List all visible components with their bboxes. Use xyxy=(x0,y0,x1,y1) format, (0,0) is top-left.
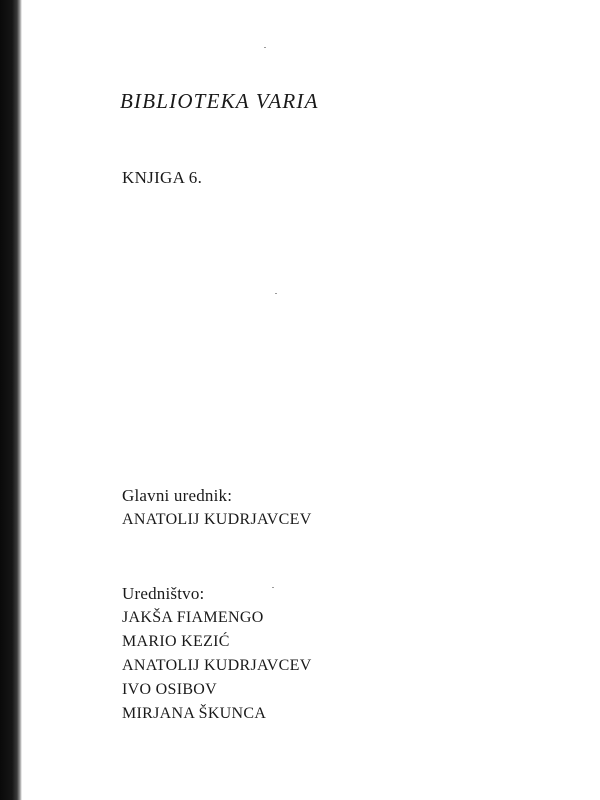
page-spine-shadow xyxy=(0,0,22,800)
chief-editor-label: Glavni urednik: xyxy=(122,486,233,505)
board-member: MARIO KEZIĆ xyxy=(122,633,230,650)
paper-speck xyxy=(272,587,274,588)
board-member: MIRJANA ŠKUNCA xyxy=(122,705,267,722)
chief-editor-block xyxy=(122,484,312,532)
board-member: IVO OSIBOV xyxy=(122,681,217,698)
board-member: ANATOLIJ KUDRJAVCEV xyxy=(122,657,312,674)
chief-editor-name: ANATOLIJ KUDRJAVCEV xyxy=(122,511,312,528)
paper-speck xyxy=(264,47,266,48)
book-number: KNJIGA 6. xyxy=(122,168,203,187)
editorial-board-block xyxy=(122,582,312,726)
editorial-board-label: Uredništvo: xyxy=(122,584,205,603)
series-title: BIBLIOTEKA VARIA xyxy=(120,89,319,113)
paper-speck xyxy=(275,293,277,294)
board-member: JAKŠA FIAMENGO xyxy=(122,609,264,626)
